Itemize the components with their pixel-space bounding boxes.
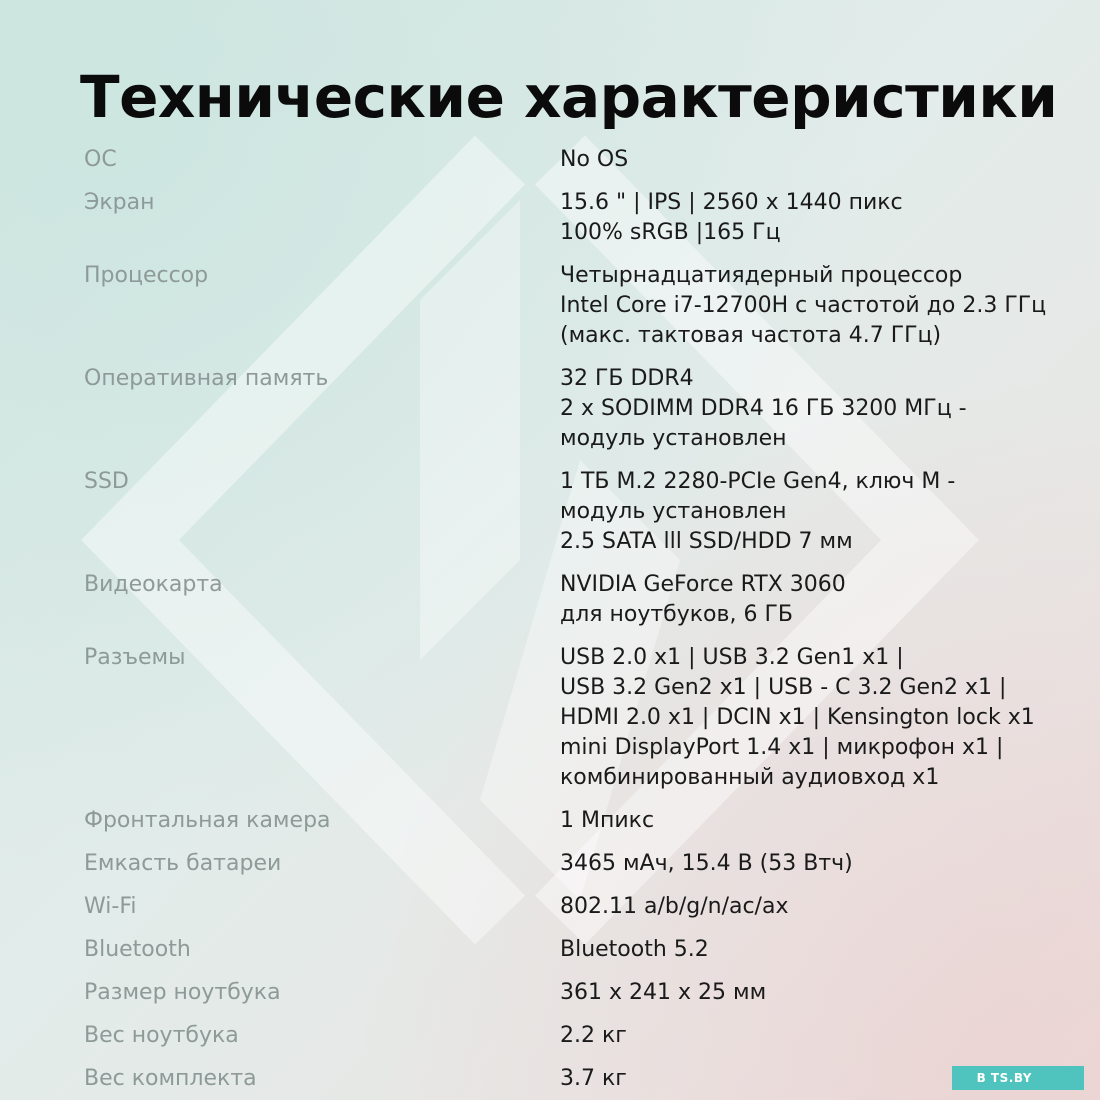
spec-row — [84, 570, 1074, 630]
spec-value-line: NVIDIA GeForce RTX 3060 — [560, 572, 846, 597]
page-title: Технические характеристики — [80, 63, 1058, 131]
spec-value-line: No OS — [560, 147, 629, 172]
spec-label: Оперативная память — [84, 366, 329, 391]
spec-value-line: HDMI 2.0 x1 | DCIN x1 | Kensington lock x1 — [560, 705, 1035, 730]
spec-value-line: комбинированный аудиовход x1 — [560, 765, 940, 790]
spec-value — [560, 643, 1074, 793]
spec-value-line: 2.5 SATA lll SSD/HDD 7 мм — [560, 529, 853, 554]
spec-value — [560, 1021, 1074, 1051]
spec-value — [560, 261, 1074, 351]
spec-table — [84, 145, 1074, 1094]
spec-value — [560, 935, 1074, 965]
spec-row — [84, 643, 1074, 793]
spec-row — [84, 849, 1074, 879]
spec-value — [560, 188, 1074, 248]
spec-value-line: 15.6 " | IPS | 2560 x 1440 пикс — [560, 190, 903, 215]
spec-label: Видеокарта — [84, 572, 223, 597]
spec-value — [560, 145, 1074, 175]
spec-value-line: модуль установлен — [560, 426, 787, 451]
spec-value-line: 1 Мпикс — [560, 808, 655, 833]
brand-watermark-text: B TS.BY — [976, 1071, 1032, 1085]
spec-row — [84, 467, 1074, 557]
spec-row — [84, 1021, 1074, 1051]
spec-value — [560, 570, 1074, 630]
spec-row — [84, 1064, 1074, 1094]
spec-label: Фронтальная камера — [84, 808, 331, 833]
spec-row — [84, 145, 1074, 175]
spec-value-line: mini DisplayPort 1.4 x1 | микрофон x1 | — [560, 735, 1004, 760]
spec-label: Bluetooth — [84, 937, 191, 962]
spec-value-line: 2.2 кг — [560, 1023, 627, 1048]
spec-label: Вес комплекта — [84, 1066, 257, 1091]
spec-value-line: USB 2.0 x1 | USB 3.2 Gen1 x1 | — [560, 645, 904, 670]
spec-value-line: Четырнадцатиядерный процессор — [560, 263, 963, 288]
spec-value — [560, 892, 1074, 922]
spec-label: Процессор — [84, 263, 209, 288]
spec-label: Емкасть батареи — [84, 851, 282, 876]
spec-row — [84, 364, 1074, 454]
spec-value-line: USB 3.2 Gen2 x1 | USB - C 3.2 Gen2 x1 | — [560, 675, 1007, 700]
spec-value-line: 3465 мАч, 15.4 В (53 Втч) — [560, 851, 853, 876]
spec-value — [560, 467, 1074, 557]
spec-label: Экран — [84, 190, 155, 215]
spec-label: ОС — [84, 147, 117, 172]
spec-value-line: 3.7 кг — [560, 1066, 627, 1091]
spec-row — [84, 806, 1074, 836]
spec-value — [560, 849, 1074, 879]
spec-label: Вес ноутбука — [84, 1023, 239, 1048]
spec-label: Разъемы — [84, 645, 186, 670]
spec-value-line: Intel Core i7-12700H с частотой до 2.3 ГГц — [560, 293, 1047, 318]
spec-value-line: 1 ТБ M.2 2280-PCIe Gen4, ключ M - — [560, 469, 956, 494]
spec-label: Размер ноутбука — [84, 980, 281, 1005]
spec-label: SSD — [84, 469, 129, 494]
spec-value-line: 361 x 241 x 25 мм — [560, 980, 767, 1005]
spec-value-line: (макс. тактовая частота 4.7 ГГц) — [560, 323, 942, 348]
spec-value-line: Bluetooth 5.2 — [560, 937, 709, 962]
spec-row — [84, 261, 1074, 351]
spec-value-line: 802.11 a/b/g/n/ac/ax — [560, 894, 789, 919]
brand-watermark-badge — [952, 1066, 1084, 1090]
spec-label: Wi-Fi — [84, 894, 137, 919]
spec-row — [84, 935, 1074, 965]
spec-value — [560, 806, 1074, 836]
spec-value — [560, 978, 1074, 1008]
spec-value-line: 2 x SODIMM DDR4 16 ГБ 3200 МГц - — [560, 396, 967, 421]
spec-value-line: 32 ГБ DDR4 — [560, 366, 694, 391]
spec-row — [84, 978, 1074, 1008]
spec-value-line: 100% sRGB |165 Гц — [560, 220, 781, 245]
spec-row — [84, 188, 1074, 248]
spec-value-line: модуль установлен — [560, 499, 787, 524]
spec-value — [560, 364, 1074, 454]
spec-value-line: для ноутбуков, 6 ГБ — [560, 602, 793, 627]
spec-row — [84, 892, 1074, 922]
